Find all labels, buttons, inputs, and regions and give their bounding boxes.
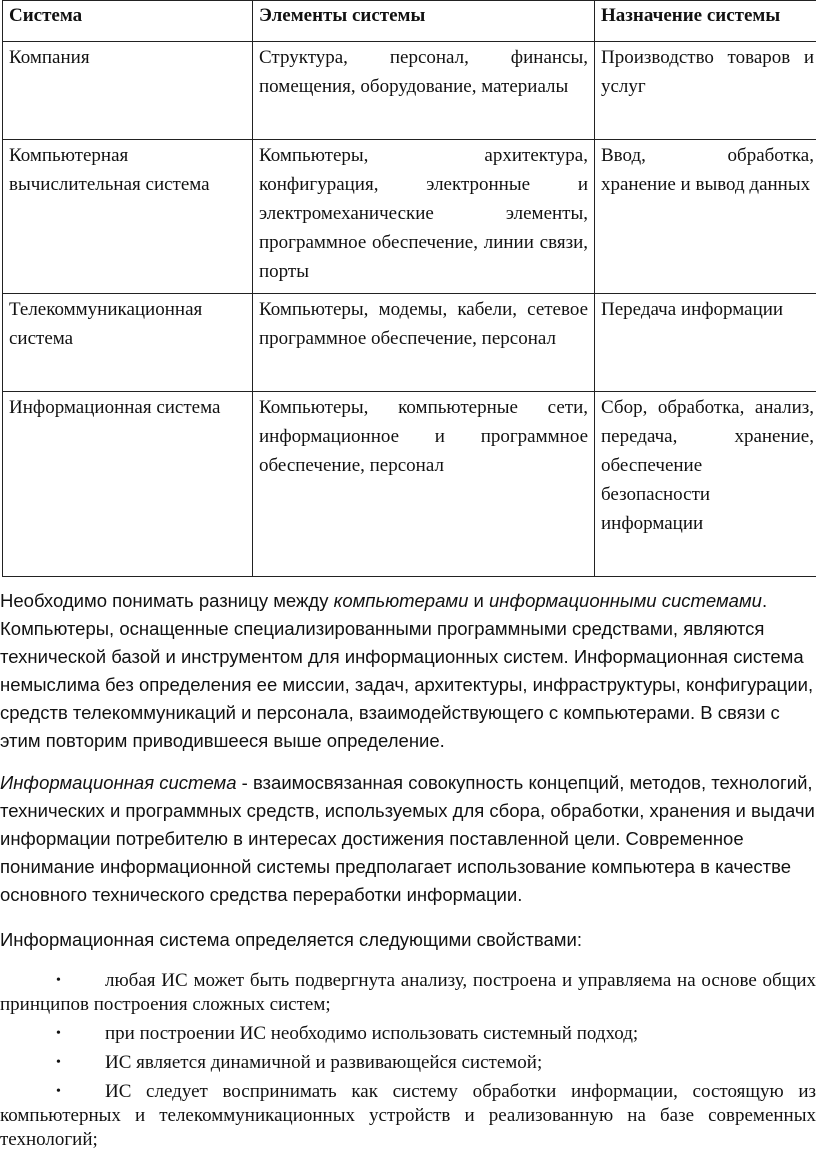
paragraph-properties-intro: Информационная система определяется следующими свойствами: — [0, 926, 816, 954]
header-elements: Элементы системы — [253, 1, 595, 42]
table-row — [3, 140, 816, 294]
cell-purpose: Сбор, обработка, анализ, передача, хранение, обеспечение безопасности информации — [595, 392, 816, 577]
list-item: • ИС следует воспринимать как систему обработки информации, состоящую из компьютерных и телекоммуникационных устройств и реализованную на базе современных технологий; — [0, 1080, 816, 1152]
bullet-icon: • — [56, 969, 61, 993]
table-header-row — [3, 1, 816, 42]
table-row — [3, 42, 816, 140]
cell-system: Информационная система — [3, 392, 253, 577]
table-row — [3, 294, 816, 392]
header-system: Система — [3, 1, 253, 42]
systems-table — [2, 0, 816, 577]
emphasis-computers: компьютерами — [334, 590, 469, 611]
cell-elements: Компьютеры, компьютерные сети, информационное и программное обеспечение, персонал — [253, 392, 595, 577]
bullet-icon: • — [56, 1051, 61, 1075]
paragraph-difference: Необходимо понимать разницу между компьютерами и информационными системами. Компьютеры, оснащенные специализированными программными средствами, являются технической базой и инструментом для информационных систем. Информационная система немыслима без определения ее миссии, задач, архитектуры, инфраструктуры, конфигурации, средств телекоммуникаций и персонала, взаимодействующего с компьютерами. В связи с этим повторим приводившееся выше определение. — [0, 587, 816, 755]
paragraph-definition: Информационная система - взаимосвязанная совокупность концепций, методов, технологий, технических и программных средств, используемых для сбора, обработки, хранения и выдачи информации потребителю в интересах достижения поставленной цели. Современное понимание информационной системы предполагает использование компьютера в качестве основного технического средства переработки информации. — [0, 769, 816, 909]
emphasis-information-systems: информационными системами — [489, 590, 762, 611]
cell-elements: Компьютеры, архитектура, конфигурация, электронные и электромеханические элементы, программное обеспечение, линии связи, порты — [253, 140, 595, 294]
cell-elements: Компьютеры, модемы, кабели, сетевое программное обеспечение, персонал — [253, 294, 595, 392]
cell-system: Компания — [3, 42, 253, 140]
term-information-system: Информационная система — [0, 772, 237, 793]
bullet-icon: • — [56, 1080, 61, 1104]
bullet-icon: • — [56, 1022, 61, 1046]
cell-system: Компьютерная вычислительная система — [3, 140, 253, 294]
cell-purpose: Производство товаров и услуг — [595, 42, 816, 140]
list-item: • при построении ИС необходимо использовать системный подход; — [0, 1022, 816, 1046]
list-item: • ИС является динамичной и развивающейся системой; — [0, 1051, 816, 1075]
header-purpose: Назначение системы — [595, 1, 816, 42]
list-item: • любая ИС может быть подвергнута анализу, построена и управляема на основе общих принципов построения сложных систем; — [0, 969, 816, 1017]
cell-purpose: Передача информации — [595, 294, 816, 392]
cell-system: Телекоммуникационная система — [3, 294, 253, 392]
table-row — [3, 392, 816, 577]
cell-elements: Структура, персонал, финансы, помещения, оборудование, материалы — [253, 42, 595, 140]
properties-list — [0, 969, 816, 1157]
cell-purpose: Ввод, обработка, хранение и вывод данных — [595, 140, 816, 294]
